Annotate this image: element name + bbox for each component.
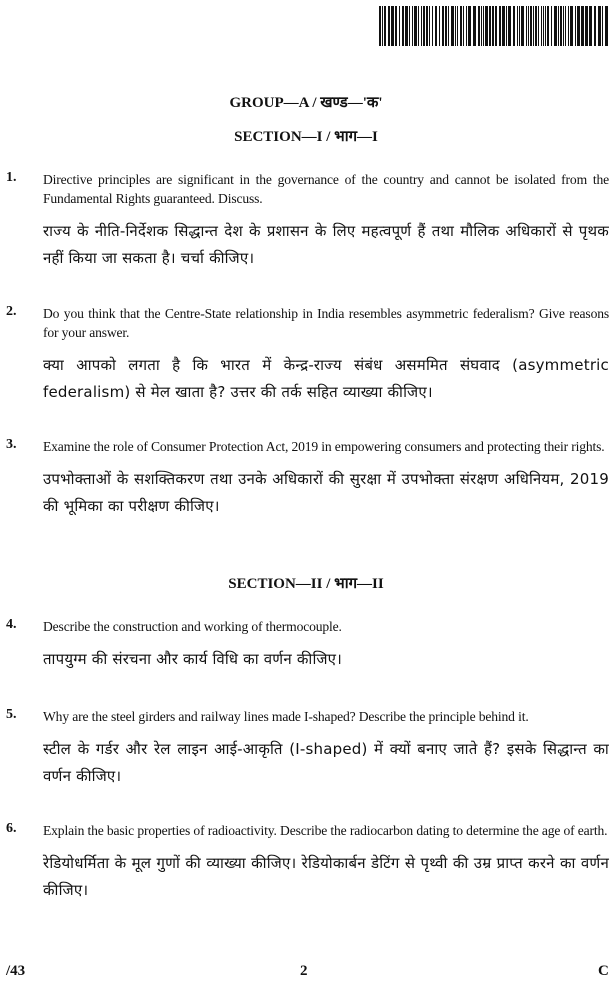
question-english: Directive principles are significant in the governance of the country and cannot be isolated from the Fundamental Rights guaranteed. Discuss. bbox=[43, 172, 609, 206]
question-hindi: रेडियोधर्मिता के मूल गुणों की व्याख्या कीजिए। रेडियोकार्बन डेटिंग से पृथ्वी की उम्र प्राप्त करने का वर्णन कीजिए। bbox=[43, 854, 609, 899]
section-1-title: SECTION—I / भाग—I bbox=[234, 129, 378, 145]
question-english: Why are the steel girders and railway lines made I-shaped? Describe the principle behind it. bbox=[43, 709, 529, 724]
question-number: 5. bbox=[6, 707, 17, 722]
question-english: Explain the basic properties of radioactivity. Describe the radiocarbon dating to determine the age of earth. bbox=[43, 823, 608, 838]
question-english: Examine the role of Consumer Protection Act, 2019 in empowering consumers and protecting their rights. bbox=[43, 439, 605, 454]
question-number: 2. bbox=[6, 304, 17, 319]
question-number: 3. bbox=[6, 437, 17, 452]
question-hindi: उपभोक्ताओं के सशक्तिकरण तथा उनके अधिकारों की सुरक्षा में उपभोक्ता संरक्षण अधिनियम, 2019 की भूमिका का परीक्षण कीजिए। bbox=[43, 470, 609, 515]
section-2-title: SECTION—II / भाग—II bbox=[228, 576, 384, 592]
question-number: 6. bbox=[6, 821, 17, 836]
page-number: 2 bbox=[300, 963, 308, 979]
question-number: 4. bbox=[6, 617, 17, 632]
question-hindi: क्या आपको लगता है कि भारत में केन्द्र-राज्य संबंध असममित संघवाद (asymmetric federalism) से मेल खाता है? उत्तर की तर्क सहित व्याख्या कीजिए। bbox=[43, 356, 609, 401]
question-number: 1. bbox=[6, 170, 17, 185]
series-letter: C bbox=[598, 963, 609, 979]
group-title: GROUP—A / खण्ड—'क' bbox=[229, 95, 383, 111]
paper-code: /43 bbox=[6, 963, 26, 979]
question-hindi: स्टील के गर्डर और रेल लाइन आई-आकृति (I-shaped) में क्यों बनाए जाते हैं? इसके सिद्धान्त का वर्णन कीजिए। bbox=[43, 740, 609, 785]
question-hindi: राज्य के नीति-निर्देशक सिद्धान्त देश के प्रशासन के लिए महत्वपूर्ण हैं तथा मौलिक अधिकारों से पृथक नहीं किया जा सकता है। चर्चा कीजिए। bbox=[43, 222, 609, 267]
question-english: Describe the construction and working of thermocouple. bbox=[43, 619, 342, 634]
question-hindi: तापयुग्म की संरचना और कार्य विधि का वर्णन कीजिए। bbox=[43, 650, 343, 668]
barcode-icon bbox=[378, 6, 610, 46]
question-english: Do you think that the Centre-State relationship in India resembles asymmetric federalism? Give reasons for your answer. bbox=[43, 306, 609, 340]
